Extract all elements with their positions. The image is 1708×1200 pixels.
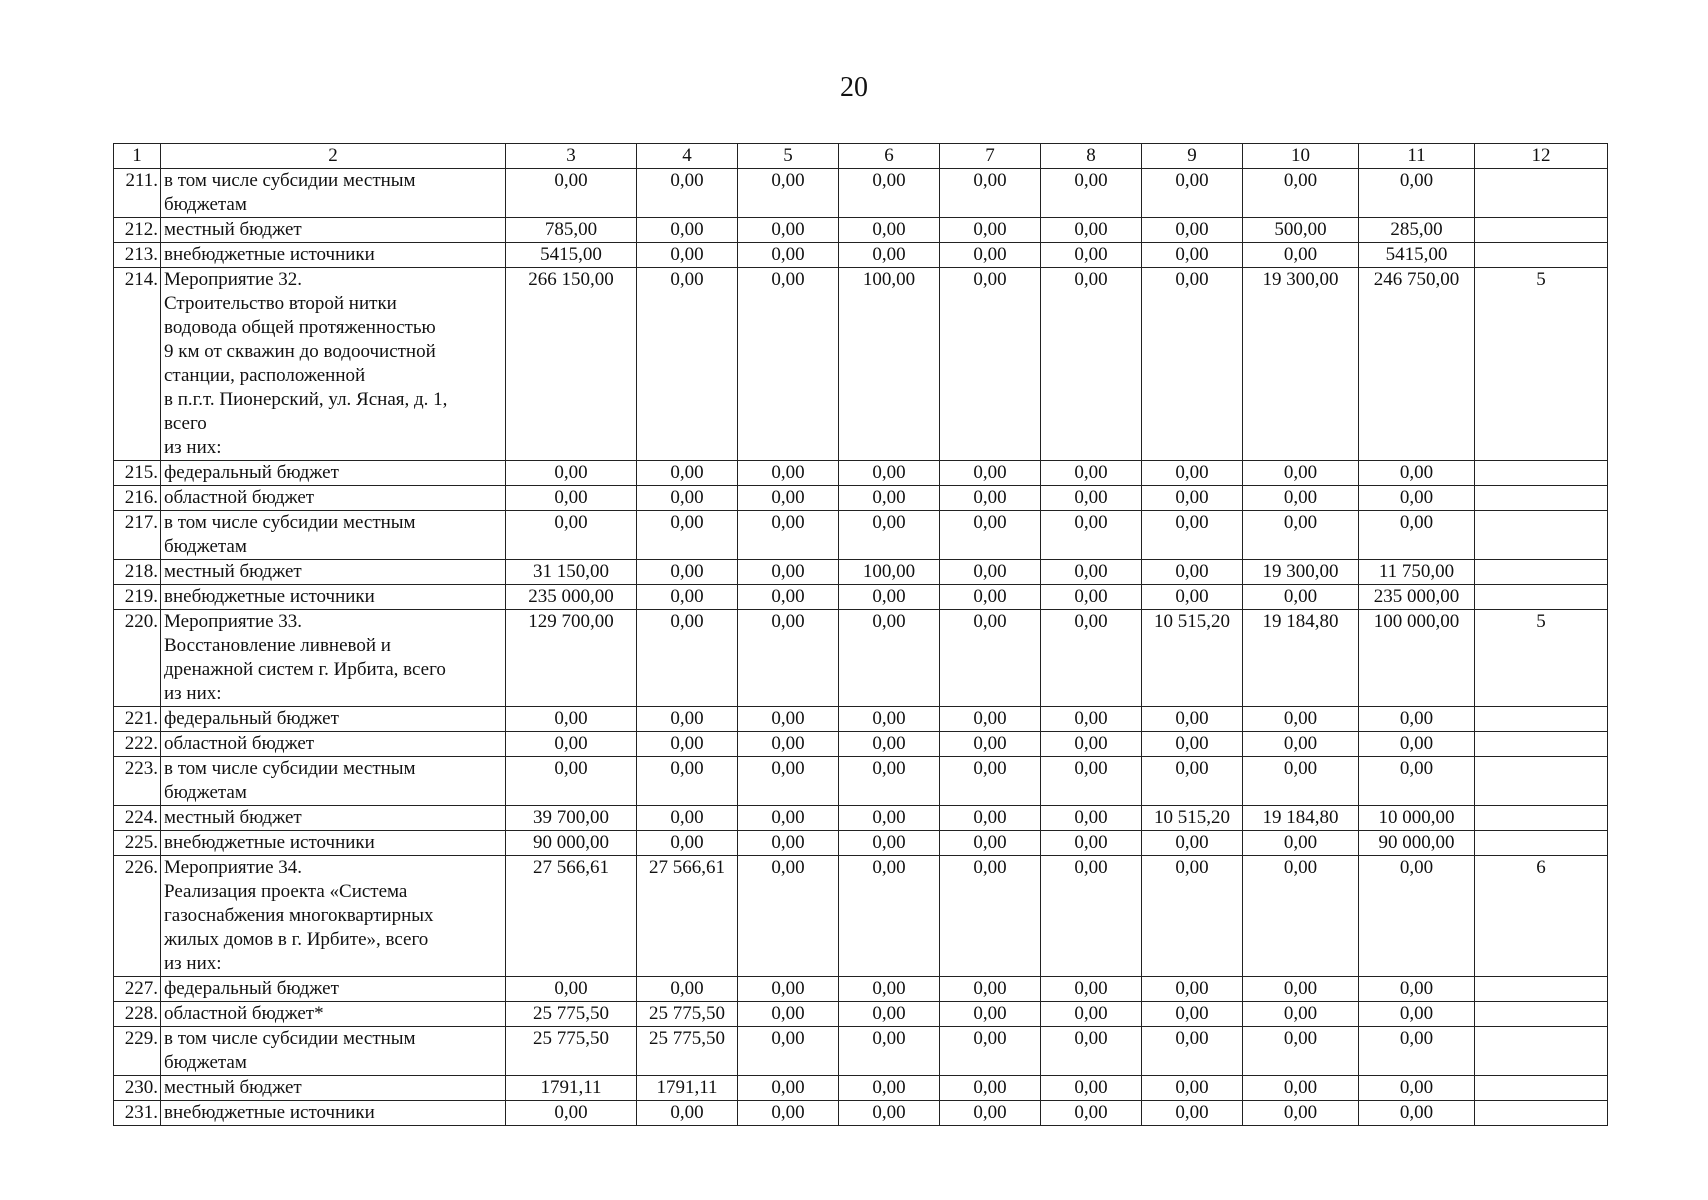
table-row [114,268,1608,461]
table-row [114,218,1608,243]
table-row [114,1027,1608,1076]
value-cell-col-11: 10 000,00 [1359,806,1475,831]
goal-reference-cell [1475,1027,1608,1076]
value-cell-col-11: 0,00 [1359,461,1475,486]
value-cell-col-5: 0,00 [738,1027,839,1076]
value-cell-col-10: 0,00 [1243,757,1359,806]
value-cell-col-3: 0,00 [506,461,637,486]
value-cell-col-9: 0,00 [1142,461,1243,486]
goal-reference-cell [1475,1076,1608,1101]
value-cell-col-5: 0,00 [738,461,839,486]
value-cell-col-8: 0,00 [1041,560,1142,585]
value-cell-col-3: 31 150,00 [506,560,637,585]
goal-reference-cell [1475,243,1608,268]
value-cell-col-6: 0,00 [839,707,940,732]
value-cell-col-7: 0,00 [940,831,1041,856]
value-cell-col-4: 0,00 [637,585,738,610]
value-cell-col-11: 90 000,00 [1359,831,1475,856]
value-cell-col-8: 0,00 [1041,169,1142,218]
value-cell-col-4: 0,00 [637,610,738,707]
goal-reference-cell: 5 [1475,610,1608,707]
column-header-9: 9 [1142,144,1243,169]
header-row [114,144,1608,169]
value-cell-col-6: 0,00 [839,806,940,831]
goal-reference-cell [1475,1101,1608,1126]
value-cell-col-5: 0,00 [738,1076,839,1101]
table-row [114,585,1608,610]
value-cell-col-9: 0,00 [1142,268,1243,461]
value-cell-col-4: 0,00 [637,757,738,806]
value-cell-col-6: 0,00 [839,511,940,560]
value-cell-col-11: 285,00 [1359,218,1475,243]
value-cell-col-7: 0,00 [940,1027,1041,1076]
row-number: 229. [114,1027,161,1076]
value-cell-col-5: 0,00 [738,610,839,707]
value-cell-col-6: 0,00 [839,856,940,977]
value-cell-col-6: 0,00 [839,610,940,707]
row-description: местный бюджет [161,560,506,585]
value-cell-col-11: 0,00 [1359,169,1475,218]
value-cell-col-5: 0,00 [738,1101,839,1126]
value-cell-col-3: 0,00 [506,757,637,806]
goal-reference-cell [1475,732,1608,757]
goal-reference-cell [1475,977,1608,1002]
value-cell-col-9: 0,00 [1142,1076,1243,1101]
value-cell-col-9: 0,00 [1142,732,1243,757]
value-cell-col-4: 0,00 [637,560,738,585]
goal-reference-cell [1475,169,1608,218]
value-cell-col-5: 0,00 [738,757,839,806]
row-description: федеральный бюджет [161,707,506,732]
value-cell-col-10: 19 300,00 [1243,268,1359,461]
table-row [114,511,1608,560]
value-cell-col-5: 0,00 [738,585,839,610]
value-cell-col-11: 0,00 [1359,1027,1475,1076]
value-cell-col-5: 0,00 [738,486,839,511]
value-cell-col-10: 500,00 [1243,218,1359,243]
value-cell-col-7: 0,00 [940,585,1041,610]
value-cell-col-8: 0,00 [1041,486,1142,511]
value-cell-col-10: 0,00 [1243,977,1359,1002]
value-cell-col-4: 25 775,50 [637,1002,738,1027]
row-number: 224. [114,806,161,831]
row-number: 213. [114,243,161,268]
row-description: местный бюджет [161,218,506,243]
value-cell-col-4: 1791,11 [637,1076,738,1101]
goal-reference-cell [1475,218,1608,243]
value-cell-col-6: 0,00 [839,461,940,486]
column-header-2: 2 [161,144,506,169]
value-cell-col-10: 0,00 [1243,707,1359,732]
value-cell-col-4: 0,00 [637,486,738,511]
value-cell-col-11: 0,00 [1359,757,1475,806]
value-cell-col-5: 0,00 [738,806,839,831]
value-cell-col-10: 0,00 [1243,243,1359,268]
value-cell-col-6: 100,00 [839,268,940,461]
value-cell-col-3: 25 775,50 [506,1027,637,1076]
row-number: 212. [114,218,161,243]
row-number: 217. [114,511,161,560]
value-cell-col-7: 0,00 [940,218,1041,243]
table-row [114,486,1608,511]
row-number: 222. [114,732,161,757]
value-cell-col-7: 0,00 [940,486,1041,511]
row-number: 228. [114,1002,161,1027]
value-cell-col-7: 0,00 [940,461,1041,486]
goal-reference-cell [1475,511,1608,560]
value-cell-col-5: 0,00 [738,243,839,268]
row-description: внебюджетные источники [161,1101,506,1126]
goal-reference-cell: 6 [1475,856,1608,977]
row-description: Мероприятие 33. Восстановление ливневой и дренажной систем г. Ирбита, всего из них: [161,610,506,707]
value-cell-col-11: 100 000,00 [1359,610,1475,707]
value-cell-col-4: 0,00 [637,707,738,732]
value-cell-col-3: 266 150,00 [506,268,637,461]
value-cell-col-5: 0,00 [738,268,839,461]
value-cell-col-4: 0,00 [637,218,738,243]
value-cell-col-5: 0,00 [738,732,839,757]
table-row [114,560,1608,585]
row-number: 230. [114,1076,161,1101]
value-cell-col-8: 0,00 [1041,977,1142,1002]
value-cell-col-7: 0,00 [940,1076,1041,1101]
table-row [114,707,1608,732]
table-row [114,1002,1608,1027]
value-cell-col-8: 0,00 [1041,757,1142,806]
value-cell-col-3: 0,00 [506,1101,637,1126]
value-cell-col-8: 0,00 [1041,1101,1142,1126]
value-cell-col-5: 0,00 [738,169,839,218]
value-cell-col-9: 0,00 [1142,1027,1243,1076]
value-cell-col-3: 235 000,00 [506,585,637,610]
value-cell-col-11: 0,00 [1359,856,1475,977]
value-cell-col-8: 0,00 [1041,806,1142,831]
value-cell-col-6: 0,00 [839,977,940,1002]
value-cell-col-10: 0,00 [1243,1076,1359,1101]
value-cell-col-6: 0,00 [839,486,940,511]
value-cell-col-6: 0,00 [839,243,940,268]
value-cell-col-3: 0,00 [506,169,637,218]
row-description: внебюджетные источники [161,585,506,610]
value-cell-col-3: 5415,00 [506,243,637,268]
value-cell-col-9: 10 515,20 [1142,806,1243,831]
table-row [114,757,1608,806]
value-cell-col-6: 0,00 [839,1002,940,1027]
goal-reference-cell [1475,560,1608,585]
value-cell-col-3: 129 700,00 [506,610,637,707]
table-row [114,732,1608,757]
table-row [114,461,1608,486]
row-number: 214. [114,268,161,461]
value-cell-col-9: 0,00 [1142,560,1243,585]
value-cell-col-10: 19 184,80 [1243,806,1359,831]
value-cell-col-11: 5415,00 [1359,243,1475,268]
value-cell-col-5: 0,00 [738,560,839,585]
value-cell-col-7: 0,00 [940,268,1041,461]
value-cell-col-11: 246 750,00 [1359,268,1475,461]
row-description: в том числе субсидии местным бюджетам [161,511,506,560]
value-cell-col-10: 0,00 [1243,511,1359,560]
value-cell-col-10: 0,00 [1243,169,1359,218]
column-header-11: 11 [1359,144,1475,169]
value-cell-col-3: 0,00 [506,977,637,1002]
row-number: 227. [114,977,161,1002]
row-number: 219. [114,585,161,610]
value-cell-col-8: 0,00 [1041,707,1142,732]
goal-reference-cell [1475,707,1608,732]
column-header-5: 5 [738,144,839,169]
value-cell-col-9: 0,00 [1142,1101,1243,1126]
value-cell-col-10: 0,00 [1243,486,1359,511]
value-cell-col-3: 1791,11 [506,1076,637,1101]
value-cell-col-5: 0,00 [738,1002,839,1027]
value-cell-col-9: 0,00 [1142,243,1243,268]
value-cell-col-9: 0,00 [1142,511,1243,560]
value-cell-col-6: 0,00 [839,757,940,806]
value-cell-col-10: 0,00 [1243,1101,1359,1126]
row-number: 221. [114,707,161,732]
row-description: федеральный бюджет [161,461,506,486]
column-header-3: 3 [506,144,637,169]
value-cell-col-11: 0,00 [1359,707,1475,732]
value-cell-col-9: 0,00 [1142,169,1243,218]
column-header-7: 7 [940,144,1041,169]
value-cell-col-8: 0,00 [1041,461,1142,486]
goal-reference-cell [1475,831,1608,856]
value-cell-col-10: 0,00 [1243,1027,1359,1076]
value-cell-col-5: 0,00 [738,831,839,856]
value-cell-col-4: 0,00 [637,461,738,486]
value-cell-col-6: 100,00 [839,560,940,585]
row-description: внебюджетные источники [161,243,506,268]
table-row [114,831,1608,856]
row-description: местный бюджет [161,1076,506,1101]
row-number: 220. [114,610,161,707]
row-description: Мероприятие 32. Строительство второй нитки водовода общей протяженностью 9 км от скважин до водоочистной станции, расположенной в п.г.т. Пионерский, ул. Ясная, д. 1, всего из них: [161,268,506,461]
value-cell-col-6: 0,00 [839,732,940,757]
value-cell-col-5: 0,00 [738,707,839,732]
value-cell-col-7: 0,00 [940,707,1041,732]
value-cell-col-11: 0,00 [1359,977,1475,1002]
value-cell-col-10: 0,00 [1243,1002,1359,1027]
value-cell-col-6: 0,00 [839,218,940,243]
table-row [114,169,1608,218]
value-cell-col-11: 0,00 [1359,1002,1475,1027]
value-cell-col-6: 0,00 [839,585,940,610]
value-cell-col-4: 0,00 [637,243,738,268]
value-cell-col-7: 0,00 [940,610,1041,707]
value-cell-col-8: 0,00 [1041,511,1142,560]
value-cell-col-3: 25 775,50 [506,1002,637,1027]
row-description: в том числе субсидии местным бюджетам [161,1027,506,1076]
row-description: областной бюджет [161,486,506,511]
value-cell-col-4: 25 775,50 [637,1027,738,1076]
value-cell-col-9: 10 515,20 [1142,610,1243,707]
value-cell-col-7: 0,00 [940,856,1041,977]
value-cell-col-8: 0,00 [1041,831,1142,856]
row-description: Мероприятие 34. Реализация проекта «Система газоснабжения многоквартирных жилых домов в г. Ирбите», всего из них: [161,856,506,977]
value-cell-col-7: 0,00 [940,1002,1041,1027]
value-cell-col-9: 0,00 [1142,707,1243,732]
value-cell-col-8: 0,00 [1041,218,1142,243]
value-cell-col-5: 0,00 [738,977,839,1002]
row-description: внебюджетные источники [161,831,506,856]
value-cell-col-11: 0,00 [1359,1101,1475,1126]
value-cell-col-7: 0,00 [940,560,1041,585]
value-cell-col-10: 19 300,00 [1243,560,1359,585]
row-number: 225. [114,831,161,856]
value-cell-col-9: 0,00 [1142,757,1243,806]
column-header-12: 12 [1475,144,1608,169]
value-cell-col-10: 0,00 [1243,585,1359,610]
value-cell-col-4: 0,00 [637,806,738,831]
value-cell-col-11: 235 000,00 [1359,585,1475,610]
value-cell-col-10: 0,00 [1243,732,1359,757]
row-number: 215. [114,461,161,486]
value-cell-col-8: 0,00 [1041,1002,1142,1027]
value-cell-col-11: 0,00 [1359,511,1475,560]
value-cell-col-10: 0,00 [1243,856,1359,977]
goal-reference-cell [1475,1002,1608,1027]
column-header-1: 1 [114,144,161,169]
goal-reference-cell [1475,757,1608,806]
value-cell-col-7: 0,00 [940,806,1041,831]
value-cell-col-4: 0,00 [637,831,738,856]
row-number: 231. [114,1101,161,1126]
value-cell-col-8: 0,00 [1041,1076,1142,1101]
value-cell-col-7: 0,00 [940,1101,1041,1126]
value-cell-col-5: 0,00 [738,218,839,243]
value-cell-col-3: 27 566,61 [506,856,637,977]
value-cell-col-6: 0,00 [839,1027,940,1076]
page-number: 20 [840,72,868,103]
row-description: в том числе субсидии местным бюджетам [161,757,506,806]
column-header-10: 10 [1243,144,1359,169]
value-cell-col-3: 0,00 [506,511,637,560]
value-cell-col-3: 0,00 [506,486,637,511]
value-cell-col-4: 0,00 [637,268,738,461]
table-row [114,243,1608,268]
table-row [114,610,1608,707]
value-cell-col-11: 11 750,00 [1359,560,1475,585]
row-number: 223. [114,757,161,806]
value-cell-col-9: 0,00 [1142,218,1243,243]
value-cell-col-9: 0,00 [1142,977,1243,1002]
table-row [114,856,1608,977]
row-number: 226. [114,856,161,977]
value-cell-col-8: 0,00 [1041,856,1142,977]
value-cell-col-3: 90 000,00 [506,831,637,856]
value-cell-col-11: 0,00 [1359,1076,1475,1101]
value-cell-col-4: 0,00 [637,169,738,218]
row-description: в том числе субсидии местным бюджетам [161,169,506,218]
value-cell-col-4: 0,00 [637,1101,738,1126]
row-number: 211. [114,169,161,218]
value-cell-col-4: 0,00 [637,977,738,1002]
value-cell-col-10: 0,00 [1243,461,1359,486]
goal-reference-cell [1475,486,1608,511]
goal-reference-cell [1475,806,1608,831]
value-cell-col-7: 0,00 [940,977,1041,1002]
table-row [114,1101,1608,1126]
value-cell-col-6: 0,00 [839,831,940,856]
value-cell-col-10: 0,00 [1243,831,1359,856]
value-cell-col-5: 0,00 [738,511,839,560]
value-cell-col-11: 0,00 [1359,732,1475,757]
column-header-4: 4 [637,144,738,169]
value-cell-col-7: 0,00 [940,243,1041,268]
row-description: местный бюджет [161,806,506,831]
row-description: областной бюджет* [161,1002,506,1027]
value-cell-col-6: 0,00 [839,1101,940,1126]
row-description: областной бюджет [161,732,506,757]
value-cell-col-8: 0,00 [1041,732,1142,757]
value-cell-col-3: 785,00 [506,218,637,243]
value-cell-col-3: 39 700,00 [506,806,637,831]
value-cell-col-6: 0,00 [839,169,940,218]
goal-reference-cell: 5 [1475,268,1608,461]
value-cell-col-8: 0,00 [1041,1027,1142,1076]
value-cell-col-7: 0,00 [940,169,1041,218]
budget-table [113,143,1608,1126]
value-cell-col-9: 0,00 [1142,1002,1243,1027]
table-row [114,806,1608,831]
value-cell-col-10: 19 184,80 [1243,610,1359,707]
value-cell-col-4: 27 566,61 [637,856,738,977]
value-cell-col-7: 0,00 [940,732,1041,757]
value-cell-col-9: 0,00 [1142,486,1243,511]
column-header-6: 6 [839,144,940,169]
row-description: федеральный бюджет [161,977,506,1002]
value-cell-col-4: 0,00 [637,732,738,757]
value-cell-col-3: 0,00 [506,732,637,757]
value-cell-col-9: 0,00 [1142,831,1243,856]
value-cell-col-4: 0,00 [637,511,738,560]
column-header-8: 8 [1041,144,1142,169]
value-cell-col-7: 0,00 [940,511,1041,560]
value-cell-col-8: 0,00 [1041,585,1142,610]
goal-reference-cell [1475,461,1608,486]
value-cell-col-9: 0,00 [1142,585,1243,610]
goal-reference-cell [1475,585,1608,610]
value-cell-col-7: 0,00 [940,757,1041,806]
value-cell-col-6: 0,00 [839,1076,940,1101]
row-number: 216. [114,486,161,511]
value-cell-col-5: 0,00 [738,856,839,977]
value-cell-col-11: 0,00 [1359,486,1475,511]
table-row [114,1076,1608,1101]
value-cell-col-8: 0,00 [1041,610,1142,707]
value-cell-col-8: 0,00 [1041,268,1142,461]
row-number: 218. [114,560,161,585]
value-cell-col-9: 0,00 [1142,856,1243,977]
table-row [114,977,1608,1002]
value-cell-col-8: 0,00 [1041,243,1142,268]
value-cell-col-3: 0,00 [506,707,637,732]
